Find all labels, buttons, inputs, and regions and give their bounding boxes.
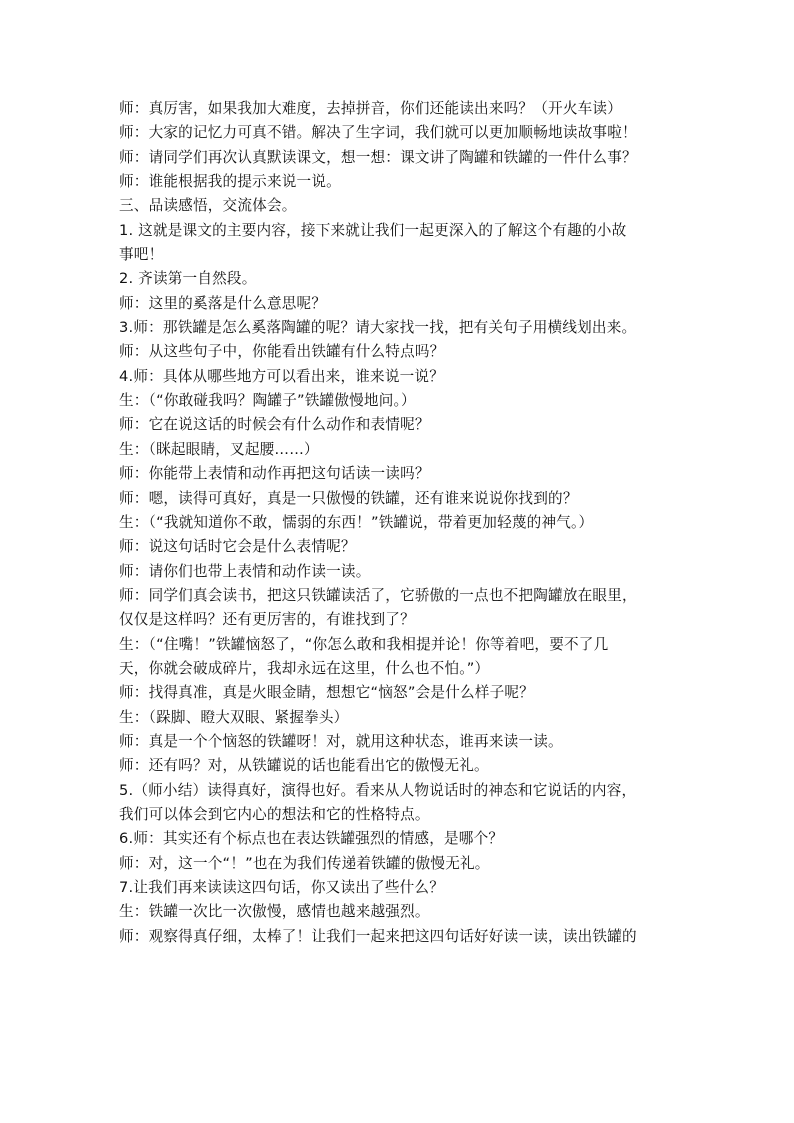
text-line: 生：（跺脚、瞪大双眼、紧握拳头）	[119, 708, 349, 726]
text-line: 天，你就会破成碎片，我却永远在这里，什么也不怕。”）	[119, 659, 490, 677]
text-line: 师：说这句话时它会是什么表情呢？	[119, 538, 356, 556]
text-line: 仅仅是这样吗？还有更厉害的，有谁找到了？	[119, 611, 415, 629]
text-line: 师：请同学们再次认真默读课文，想一想：课文讲了陶罐和铁罐的一件什么事？	[119, 148, 637, 166]
text-line: 师：它在说这话的时候会有什么动作和表情呢？	[119, 416, 430, 434]
text-line: 师：你能带上表情和动作再把这句话读一读吗？	[119, 465, 430, 483]
text-line: 师：同学们真会读书，把这只铁罐读活了，它骄傲的一点也不把陶罐放在眼里，	[119, 586, 637, 604]
text-line: 生：（“你敢碰我吗？陶罐子”铁罐傲慢地问。）	[119, 392, 416, 410]
text-line: 我们可以体会到它内心的想法和它的性格特点。	[119, 805, 430, 823]
text-line: 6.师：其实还有个标点也在表达铁罐强烈的情感，是哪个？	[119, 830, 504, 848]
text-line: 师：真厉害，如果我加大难度，去掉拼音，你们还能读出来吗？（开火车读）	[119, 100, 622, 117]
text-line: 事吧！	[119, 246, 164, 264]
text-line: 生：铁罐一次比一次傲慢，感情也越来越强烈。	[119, 903, 430, 921]
text-line: 师：谁能根据我的提示来说一说。	[119, 173, 341, 191]
document-body	[119, 97, 675, 949]
text-line: 2. 齐读第一自然段。	[119, 270, 257, 288]
text-line: 4.师：具体从哪些地方可以看出来，谁来说一说？	[119, 367, 444, 385]
section-heading: 三、品读感悟，交流体会。	[119, 197, 297, 215]
text-line: 生：（“住嘴！”铁罐恼怒了，“你怎么敢和我相提并论！你等着吧，要不了几	[119, 635, 609, 653]
text-line: 生：（眯起眼睛，叉起腰……）	[119, 440, 319, 458]
text-line: 3.师：那铁罐是怎么奚落陶罐的呢？请大家找一找，把有关句子用横线划出来。	[119, 319, 637, 337]
text-line: 师：这里的奚落是什么意思呢？	[119, 294, 327, 312]
text-line: 师：大家的记忆力可真不错。解决了生字词，我们就可以更加顺畅地读故事啦！	[119, 124, 637, 142]
text-line: 师：从这些句子中，你能看出铁罐有什么特点吗？	[119, 343, 445, 361]
text-line: 7.让我们再来读读这四句话，你又读出了些什么？	[119, 879, 444, 896]
text-line: 5.（师小结）读得真好，演得也好。看来从人物说话时的神态和它说话的内容，	[119, 781, 637, 799]
text-line: 师：请你们也带上表情和动作读一读。	[119, 562, 371, 580]
text-line: 师：嗯，读得可真好，真是一只傲慢的铁罐，还有谁来说说你找到的？	[119, 489, 578, 507]
text-line: 师：观察得真仔细，太棒了！让我们一起来把这四句话好好读一读，读出铁罐的	[119, 927, 637, 945]
text-line: 师：真是一个个恼怒的铁罐呀！对，就用这种状态，谁再来读一读。	[119, 732, 563, 750]
text-line: 师：还有吗？对，从铁罐说的话也能看出它的傲慢无礼。	[119, 757, 489, 775]
text-line: 1. 这就是课文的主要内容，接下来就让我们一起更深入的了解这个有趣的小故	[119, 221, 627, 239]
text-line: 师：对，这一个“！”也在为我们传递着铁罐的傲慢无礼。	[119, 854, 490, 872]
text-line: 生：（“我就知道你不敢，懦弱的东西！”铁罐说，带着更加轻蔑的神气。）	[119, 513, 594, 531]
text-line: 师：找得真准，真是火眼金睛，想想它“恼怒”会是什么样子呢？	[119, 684, 534, 702]
